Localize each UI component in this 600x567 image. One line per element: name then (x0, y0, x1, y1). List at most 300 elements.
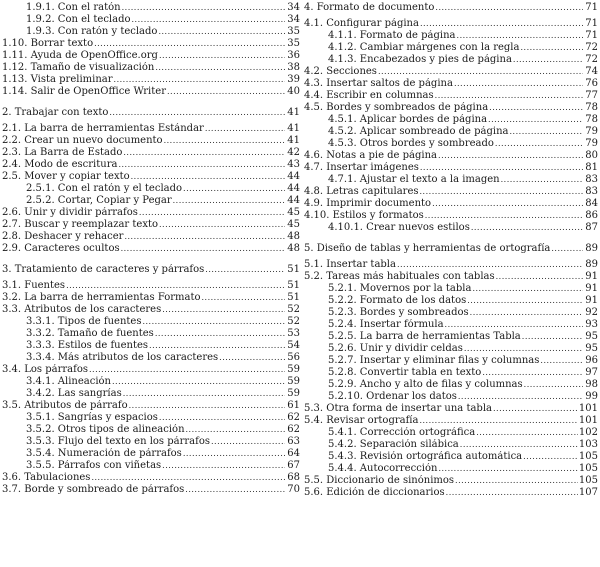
toc-entry-title: 5.1. Insertar tabla (304, 259, 396, 270)
toc-subsection-entry (304, 355, 598, 367)
toc-entry-title: 4.6. Notas a pie de página (304, 150, 438, 161)
toc-page-number: 34 (287, 2, 300, 13)
toc-subsection-entry (304, 174, 598, 186)
toc-subsection-entry (304, 283, 598, 295)
toc-page-number: 70 (287, 484, 300, 495)
toc-page-number: 52 (287, 316, 300, 327)
dot-leader (173, 195, 285, 207)
toc-section-entry (2, 86, 300, 98)
dot-leader (202, 292, 286, 304)
toc-entry-title: 3.3.1. Tipos de fuentes (26, 316, 142, 327)
toc-page-number: 41 (287, 107, 300, 118)
toc-page-number: 89 (585, 259, 598, 270)
dot-leader (162, 460, 285, 472)
toc-entry-title: 4.5. Bordes y sombreados de página (304, 102, 489, 113)
dot-leader (149, 340, 285, 352)
toc-entry-title: 3.2. La barra de herramientas Formato (2, 292, 201, 303)
toc-entry-title: 2.9. Caracteres ocultos (2, 243, 120, 254)
toc-entry-title: 3.5.5. Párrafos con viñetas (26, 460, 162, 471)
toc-entry-title: 4.1.1. Formato de página (328, 30, 456, 41)
dot-leader (455, 475, 578, 487)
toc-page-number: 87 (585, 222, 598, 233)
toc-subsection-entry (2, 2, 300, 14)
toc-subsection-entry (2, 412, 300, 424)
toc-entry-title: 2.3. La Barra de Estado (2, 147, 123, 158)
dot-leader (420, 162, 583, 174)
dot-leader (167, 86, 285, 98)
toc-entry-title: 5.3. Otra forma de insertar una tabla (304, 403, 492, 414)
toc-section-entry (2, 135, 300, 147)
toc-entry-title: 4.2. Secciones (304, 66, 377, 77)
dot-leader (211, 436, 285, 448)
toc-subsection-entry (2, 14, 300, 26)
dot-leader (438, 463, 577, 475)
toc-subsection-entry (304, 463, 598, 475)
toc-entry-title: 4. Formato de documento (304, 2, 435, 13)
dot-leader (159, 412, 285, 424)
toc-subsection-entry (304, 307, 598, 319)
toc-chapter-entry (304, 2, 598, 14)
toc-section-entry (2, 207, 300, 219)
toc-entry-title: 3.4.2. Las sangrías (26, 388, 122, 399)
toc-page-number: 35 (287, 26, 300, 37)
toc-page-number: 79 (585, 126, 598, 137)
dot-leader (205, 123, 285, 135)
toc-entry-title: 5.4.3. Revisión ortográfica automática (328, 451, 523, 462)
dot-leader (460, 439, 578, 451)
toc-subsection-entry (304, 343, 598, 355)
toc-column-right (304, 2, 598, 499)
dot-leader (162, 304, 285, 316)
toc-entry-title: 5.2. Tareas más habituales con tablas (304, 271, 495, 282)
toc-entry-title: 2.5.2. Cortar, Copiar y Pegar (26, 195, 172, 206)
toc-entry-title: 5.2.2. Formato de los datos (328, 295, 467, 306)
toc-entry-title: 2.5.1. Con el ratón y el teclado (26, 183, 183, 194)
toc-page-number: 72 (585, 42, 598, 53)
toc-page-number: 107 (578, 487, 598, 498)
dot-leader (471, 222, 583, 234)
toc-page-number: 80 (585, 150, 598, 161)
toc-entry-title: 3.4. Los párrafos (2, 364, 88, 375)
toc-entry-title: 1.9.2. Con el teclado (26, 14, 131, 25)
dot-leader (114, 74, 285, 86)
toc-entry-title: 4.8. Letras capitulares (304, 186, 419, 197)
toc-section-entry (304, 66, 598, 78)
dot-leader (540, 355, 583, 367)
toc-entry-title: 1.13. Vista preliminar (2, 74, 113, 85)
toc-entry-title: 5.2.1. Movernos por la tabla (328, 283, 472, 294)
toc-page-number: 36 (287, 50, 300, 61)
toc-section-entry (304, 210, 598, 222)
dot-leader (123, 147, 285, 159)
dot-leader (112, 376, 285, 388)
toc-page-number: 79 (585, 138, 598, 149)
toc-page-number: 71 (585, 30, 598, 41)
dot-leader (185, 484, 285, 496)
toc-entry-title: 2.7. Buscar y reemplazar texto (2, 219, 158, 230)
toc-subsection-entry (2, 448, 300, 460)
toc-chapter-entry (2, 107, 300, 119)
toc-entry-title: 2.4. Modo de escritura (2, 159, 118, 170)
toc-page-number: 39 (287, 74, 300, 85)
toc-page-number: 95 (585, 331, 598, 342)
toc-entry-title: 3.3.3. Estilos de fuentes (26, 340, 149, 351)
toc-page-number: 105 (578, 475, 598, 486)
toc-entry-title: 5.2.8. Convertir tabla en texto (328, 367, 482, 378)
dot-leader (89, 364, 285, 376)
toc-page-number: 51 (287, 292, 300, 303)
toc-entry-title: 3.3. Atributos de los caracteres (2, 304, 162, 315)
dot-leader (445, 319, 583, 331)
toc-entry-title: 4.3. Insertar saltos de página (304, 78, 453, 89)
toc-section-entry (304, 415, 598, 427)
toc-entry-title: 3.5. Atributos de párrafo (2, 400, 128, 411)
toc-entry-title: 3.5.3. Flujo del texto en los párrafos (26, 436, 210, 447)
dot-leader (489, 102, 583, 114)
dot-leader (139, 207, 285, 219)
toc-subsection-entry (304, 439, 598, 451)
toc-section-entry (2, 292, 300, 304)
toc-entry-title: 5.4. Revisar ortografía (304, 415, 419, 426)
toc-section-entry (304, 475, 598, 487)
toc-page-number: 34 (287, 14, 300, 25)
toc-entry-title: 4.1. Configurar página (304, 18, 419, 29)
toc-page-number: 62 (287, 412, 300, 423)
toc-section-entry (2, 123, 300, 135)
toc-page-number: 78 (585, 114, 598, 125)
toc-page-number: 105 (578, 451, 598, 462)
toc-subsection-entry (2, 376, 300, 388)
toc-page-number: 86 (585, 210, 598, 221)
toc-subsection-entry (304, 126, 598, 138)
toc-page-number: 35 (287, 38, 300, 49)
dot-leader (467, 295, 583, 307)
toc-entry-title: 5.4.2. Separación silábica (328, 439, 459, 450)
toc-entry-title: 4.1.3. Encabezados y pies de página (328, 54, 512, 65)
toc-entry-title: 3.7. Borde y sombreado de párrafos (2, 484, 185, 495)
toc-entry-title: 5. Diseño de tablas y herramientas de ortografía (304, 243, 551, 254)
toc-entry-title: 5.2.9. Ancho y alto de filas y columnas (328, 379, 523, 390)
toc-page-number: 52 (287, 304, 300, 315)
toc-entry-title: 3.6. Tabulaciones (2, 472, 91, 483)
toc-entry-title: 5.2.7. Insertar y eliminar filas y columnas (328, 355, 540, 366)
toc-page-number: 38 (287, 62, 300, 73)
toc-page-number: 51 (287, 264, 300, 275)
toc-page-number: 53 (287, 328, 300, 339)
toc-section-entry (304, 403, 598, 415)
toc-subsection-entry (304, 451, 598, 463)
toc-page-number: 72 (585, 54, 598, 65)
toc-page-number: 59 (287, 376, 300, 387)
toc-page-number: 91 (585, 283, 598, 294)
toc-section-entry (2, 280, 300, 292)
toc-page-number: 103 (578, 439, 598, 450)
dot-leader (155, 328, 285, 340)
toc-page-number: 95 (585, 343, 598, 354)
dot-leader (397, 259, 583, 271)
toc-page-number: 99 (585, 391, 598, 402)
toc-entry-title: 1.9.1. Con el ratón (26, 2, 121, 13)
toc-section-entry (304, 162, 598, 174)
toc-section-entry (2, 364, 300, 376)
toc-subsection-entry (304, 54, 598, 66)
dot-leader (159, 219, 285, 231)
dot-leader (501, 174, 583, 186)
toc-entry-title: 4.10.1. Crear nuevos estilos (328, 222, 470, 233)
dot-leader (91, 472, 285, 484)
toc-page-number: 43 (287, 159, 300, 170)
dot-leader (495, 138, 583, 150)
dot-leader (420, 186, 583, 198)
dot-leader (438, 150, 583, 162)
dot-leader (522, 331, 583, 343)
toc-subsection-entry (304, 427, 598, 439)
toc-page-number: 92 (585, 307, 598, 318)
dot-leader (472, 283, 583, 295)
dot-leader (551, 243, 583, 255)
dot-leader (129, 400, 285, 412)
toc-entry-title: 1.10. Borrar texto (2, 38, 94, 49)
toc-entry-title: 1.12. Tamaño de visualización (2, 62, 155, 73)
toc-page-number: 76 (585, 78, 598, 89)
toc-page-number: 40 (287, 86, 300, 97)
dot-leader (419, 415, 577, 427)
toc-subsection-entry (304, 30, 598, 42)
dot-leader (219, 352, 285, 364)
toc-page-number: 41 (287, 123, 300, 134)
toc-subsection-entry (304, 138, 598, 150)
toc-page-number: 44 (287, 195, 300, 206)
toc-page-number: 71 (585, 2, 598, 13)
toc-section-entry (2, 304, 300, 316)
toc-section-entry (304, 78, 598, 90)
dot-leader (454, 78, 583, 90)
toc-entry-title: 1.11. Ayuda de OpenOffice.org (2, 50, 158, 61)
dot-leader (186, 424, 285, 436)
toc-page-number: 63 (287, 436, 300, 447)
toc-section-entry (2, 159, 300, 171)
toc-section-entry (304, 487, 598, 499)
toc-chapter-entry (2, 264, 300, 276)
toc-page-number: 96 (585, 355, 598, 366)
toc-section-entry (304, 198, 598, 210)
toc-page-number: 56 (287, 352, 300, 363)
dot-leader (205, 264, 285, 276)
toc-entry-title: 4.7. Insertar imágenes (304, 162, 419, 173)
toc-entry-title: 5.2.6. Unir y dividir celdas (328, 343, 463, 354)
toc-subsection-entry (2, 352, 300, 364)
toc-page-number: 42 (287, 147, 300, 158)
dot-leader (488, 114, 583, 126)
toc-page-number: 71 (585, 18, 598, 29)
toc-entry-title: 5.5. Diccionario de sinónimos (304, 475, 455, 486)
toc-page-number: 98 (585, 379, 598, 390)
toc-entry-title: 2. Trabajar con texto (2, 107, 109, 118)
toc-entry-title: 3.5.4. Numeración de párrafos (26, 448, 182, 459)
toc-chapter-entry (304, 243, 598, 255)
toc-subsection-entry (2, 183, 300, 195)
toc-page-number: 101 (578, 403, 598, 414)
toc-entry-title: 2.1. La barra de herramientas Estándar (2, 123, 204, 134)
dot-leader (123, 388, 285, 400)
dot-leader (124, 231, 285, 243)
dot-leader (142, 316, 285, 328)
toc-entry-title: 5.6. Edición de diccionarios (304, 487, 445, 498)
toc-section-entry (2, 147, 300, 159)
toc-entry-title: 4.10. Estilos y formatos (304, 210, 424, 221)
dot-leader (496, 271, 583, 283)
toc-entry-title: 5.2.10. Ordenar los datos (328, 391, 457, 402)
dot-leader (121, 243, 285, 255)
toc-page-number: 68 (287, 472, 300, 483)
toc-page-number: 61 (287, 400, 300, 411)
toc-page-number: 93 (585, 319, 598, 330)
toc-subsection-entry (304, 319, 598, 331)
toc-section-entry (2, 231, 300, 243)
toc-section-entry (304, 150, 598, 162)
dot-leader (420, 18, 583, 30)
toc-section-entry (2, 74, 300, 86)
toc-subsection-entry (304, 295, 598, 307)
toc-entry-title: 1.9.3. Con ratón y teclado (26, 26, 158, 37)
toc-section-entry (2, 243, 300, 255)
toc-entry-title: 2.2. Crear un nuevo documento (2, 135, 163, 146)
toc-subsection-entry (304, 42, 598, 54)
toc-page-number: 84 (585, 198, 598, 209)
dot-leader (132, 14, 285, 26)
dot-leader (183, 183, 285, 195)
dot-leader (524, 379, 583, 391)
toc-page-number: 59 (287, 388, 300, 399)
toc-section-entry (2, 62, 300, 74)
toc-section-entry (304, 18, 598, 30)
toc-section-entry (2, 219, 300, 231)
toc-section-entry (304, 259, 598, 271)
toc-subsection-entry (304, 379, 598, 391)
toc-page-number: 44 (287, 171, 300, 182)
toc-section-entry (2, 50, 300, 62)
toc-subsection-entry (2, 340, 300, 352)
toc-section-entry (304, 90, 598, 102)
toc-section-entry (2, 171, 300, 183)
toc-entry-title: 4.5.3. Otros bordes y sombreado (328, 138, 494, 149)
toc-page-number: 41 (287, 135, 300, 146)
toc-subsection-entry (304, 331, 598, 343)
dot-leader (94, 38, 285, 50)
toc-subsection-entry (2, 424, 300, 436)
dot-leader (164, 135, 285, 147)
dot-leader (464, 343, 583, 355)
toc-entry-title: 1.14. Salir de OpenOffice Writer (2, 86, 166, 97)
toc-entry-title: 3.3.4. Más atributos de los caracteres (26, 352, 219, 363)
dot-leader (122, 2, 285, 14)
toc-page-number: 74 (585, 66, 598, 77)
toc-section-entry (2, 472, 300, 484)
toc-entry-title: 2.8. Deshacer y rehacer (2, 231, 124, 242)
toc-subsection-entry (304, 391, 598, 403)
toc-entry-title: 3.4.1. Alineación (26, 376, 111, 387)
toc-entry-title: 3. Tratamiento de caracteres y párrafos (2, 264, 205, 275)
toc-entry-title: 5.4.4. Autocorrección (328, 463, 438, 474)
dot-leader (183, 448, 285, 460)
dot-leader (158, 26, 285, 38)
dot-leader (131, 171, 285, 183)
toc-entry-title: 2.6. Unir y dividir párrafos (2, 207, 138, 218)
dot-leader (118, 159, 285, 171)
toc-entry-title: 4.1.2. Cambiar márgenes con la regla (328, 42, 520, 53)
dot-leader (493, 403, 578, 415)
toc-section-entry (304, 102, 598, 114)
dot-leader (520, 42, 583, 54)
toc-entry-title: 5.2.3. Bordes y sombreados (328, 307, 469, 318)
dot-leader (435, 2, 583, 14)
toc-entry-title: 4.9. Imprimir documento (304, 198, 432, 209)
toc-page-number: 59 (287, 364, 300, 375)
toc-entry-title: 5.4.1. Corrección ortográfica (328, 427, 476, 438)
toc-entry-title: 5.2.4. Insertar fórmula (328, 319, 444, 330)
toc-entry-title: 3.3.2. Tamaño de fuentes (26, 328, 154, 339)
toc-page-number: 91 (585, 295, 598, 306)
toc-page-number: 81 (585, 162, 598, 173)
toc-page-number: 102 (578, 427, 598, 438)
toc-subsection-entry (2, 328, 300, 340)
toc-page-number: 54 (287, 340, 300, 351)
dot-leader (425, 210, 583, 222)
dot-leader (510, 126, 583, 138)
toc-page-number: 67 (287, 460, 300, 471)
toc-page-number: 51 (287, 280, 300, 291)
toc-page-number: 83 (585, 186, 598, 197)
toc-subsection-entry (2, 460, 300, 472)
toc-subsection-entry (2, 436, 300, 448)
toc-section-entry (304, 271, 598, 283)
toc-subsection-entry (2, 388, 300, 400)
toc-page-number: 89 (585, 243, 598, 254)
dot-leader (482, 367, 583, 379)
toc-entry-title: 4.4. Escribir en columnas (304, 90, 434, 101)
dot-leader (66, 280, 285, 292)
dot-leader (513, 54, 583, 66)
toc-entry-title: 4.5.1. Aplicar bordes de página (328, 114, 488, 125)
dot-leader (432, 198, 583, 210)
toc-page-number: 77 (585, 90, 598, 101)
dot-leader (446, 487, 578, 499)
toc-column-left (2, 2, 300, 496)
toc-page-number: 91 (585, 271, 598, 282)
toc-subsection-entry (2, 195, 300, 207)
toc-subsection-entry (304, 114, 598, 126)
toc-subsection-entry (2, 316, 300, 328)
toc-page-number: 97 (585, 367, 598, 378)
toc-subsection-entry (304, 367, 598, 379)
toc-section-entry (2, 484, 300, 496)
toc-page-number: 62 (287, 424, 300, 435)
toc-page-number: 64 (287, 448, 300, 459)
dot-leader (159, 50, 285, 62)
toc-subsection-entry (304, 222, 598, 234)
toc-page-number: 44 (287, 183, 300, 194)
toc-page-number: 45 (287, 207, 300, 218)
toc-entry-title: 3.1. Fuentes (2, 280, 66, 291)
dot-leader (109, 107, 285, 119)
toc-page-number: 105 (578, 463, 598, 474)
toc-section-entry (304, 186, 598, 198)
toc-page-number: 48 (287, 243, 300, 254)
toc-page-number: 101 (578, 415, 598, 426)
toc-entry-title: 4.7.1. Ajustar el texto a la imagen (328, 174, 500, 185)
toc-entry-title: 4.5.2. Aplicar sombreado de página (328, 126, 509, 137)
dot-leader (458, 391, 583, 403)
